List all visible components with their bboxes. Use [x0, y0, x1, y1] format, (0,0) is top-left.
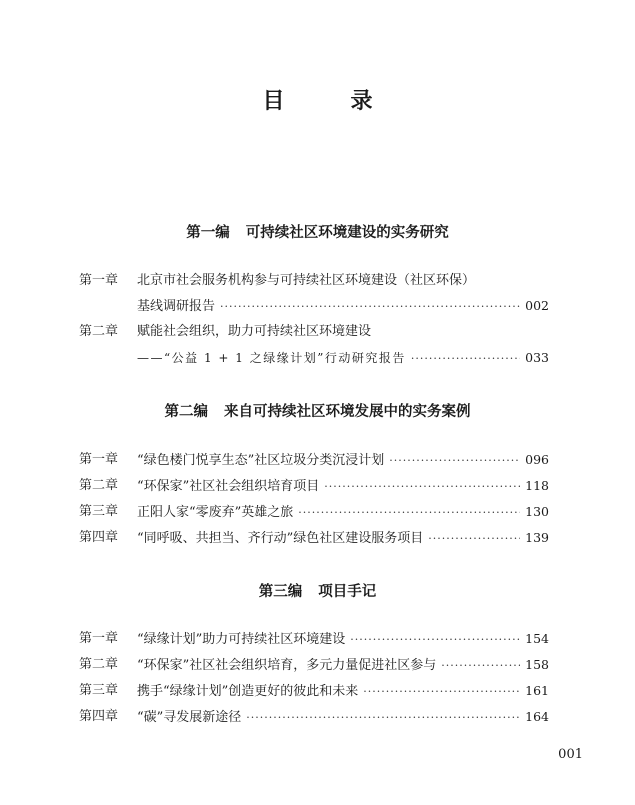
chapter-label: 第四章	[79, 709, 119, 724]
part-number: 第一编	[186, 225, 230, 241]
entry-title: “绿缘计划”助力可持续社区环境建设	[137, 632, 346, 647]
toc-entry[interactable]	[79, 322, 549, 342]
chapter-label: 第一章	[79, 631, 119, 646]
part-number: 第二编	[164, 404, 208, 420]
chapter-label: 第三章	[79, 683, 119, 698]
page-number: 158	[525, 657, 549, 672]
part-title: 可持续社区环境建设的实务研究	[245, 225, 449, 241]
toc-entry[interactable]	[79, 528, 549, 548]
page-number: 130	[525, 504, 549, 519]
page-number: 139	[525, 530, 549, 545]
part-title: 来自可持续社区环境发展中的实务案例	[224, 404, 471, 420]
leader-dots	[298, 503, 520, 523]
chapter-label: 第二章	[79, 478, 119, 493]
toc-entry-continuation[interactable]	[79, 348, 549, 368]
leader-dots	[441, 656, 520, 676]
part-heading-3	[0, 580, 635, 601]
leader-dots	[324, 477, 520, 497]
entry-title: “环保家”社区社会组织培育项目	[137, 479, 320, 494]
part-heading-1	[0, 221, 635, 242]
page-number: 096	[525, 452, 549, 467]
chapter-label: 第二章	[79, 657, 119, 672]
toc-entry-continuation[interactable]	[79, 296, 549, 316]
chapter-label: 第一章	[79, 273, 119, 288]
leader-dots	[350, 630, 520, 650]
entry-title: 正阳人家“零废弃”英雄之旅	[137, 505, 294, 520]
page-number: 033	[525, 350, 549, 365]
part-heading-2	[0, 400, 635, 421]
page-title: 目 录	[262, 88, 395, 114]
folio-page-number: 001	[558, 747, 583, 762]
toc-entry[interactable]	[79, 707, 549, 727]
page-number: 118	[525, 478, 549, 493]
toc-entry[interactable]	[79, 450, 549, 470]
part-title: 项目手记	[318, 584, 377, 600]
entry-title-cont: 基线调研报告	[137, 299, 216, 314]
toc-entry[interactable]	[79, 502, 549, 522]
leader-dots	[389, 451, 520, 471]
entry-title: 携手“绿缘计划”创造更好的彼此和未来	[137, 684, 359, 699]
toc-entry[interactable]	[79, 629, 549, 649]
page-number: 161	[525, 683, 549, 698]
entry-title: “环保家”社区社会组织培育，多元力量促进社区参与	[137, 658, 437, 673]
chapter-label: 第二章	[79, 324, 119, 339]
toc-entry[interactable]	[79, 655, 549, 675]
toc-entry[interactable]	[79, 271, 549, 291]
entry-title: “碳”寻发展新途径	[137, 710, 242, 725]
part-number: 第三编	[258, 584, 303, 600]
chapter-label: 第四章	[79, 530, 119, 545]
leader-dots	[220, 297, 520, 317]
chapter-label: 第三章	[79, 504, 119, 519]
chapter-label: 第一章	[79, 452, 119, 467]
entry-title: “绿色楼门悦享生态”社区垃圾分类沉浸计划	[137, 453, 385, 468]
leader-dots	[428, 529, 520, 549]
page-number: 154	[525, 631, 549, 646]
toc-entry[interactable]	[79, 476, 549, 496]
leader-dots	[363, 682, 520, 702]
page-number: 164	[525, 709, 549, 724]
toc-entry[interactable]	[79, 681, 549, 701]
entry-title: “同呼吸、共担当、齐行动”绿色社区建设服务项目	[137, 531, 424, 546]
entry-subtitle: ——“公益 1 + 1 之绿缘计划”行动研究报告	[137, 351, 406, 365]
leader-dots	[246, 708, 520, 728]
leader-dots	[411, 349, 520, 369]
entry-title: 北京市社会服务机构参与可持续社区环境建设（社区环保）	[137, 273, 476, 288]
entry-title: 赋能社会组织，助力可持续社区环境建设	[137, 324, 372, 339]
page-number: 002	[525, 298, 549, 313]
